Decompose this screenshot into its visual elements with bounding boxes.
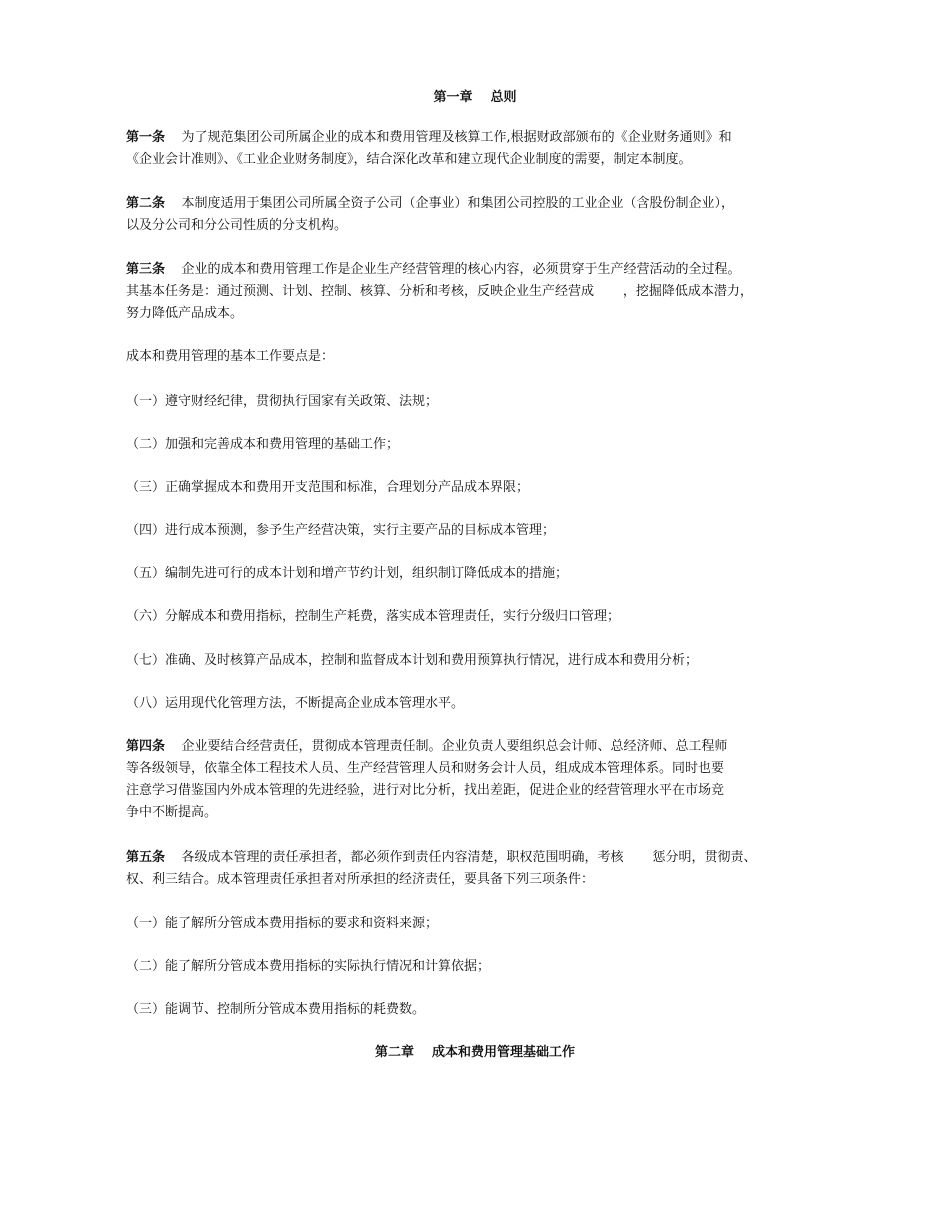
article-4-line-4: 争中不断提高。 xyxy=(126,805,218,820)
key-point-item: （二）加强和完善成本和费用管理的基础工作； xyxy=(126,437,400,452)
key-point-item: （五）编制先进可行的成本计划和增产节约计划，组织制订降低成本的措施； xyxy=(126,566,569,581)
article-5-text-1: 各级成本管理的责任承担者，都必须作到责任内容清楚，职权范围明确，考核 惩分明，贯彻责、 xyxy=(165,850,757,865)
key-point-item: （三）正确掌握成本和费用开支范围和标准，合理划分产品成本界限； xyxy=(126,480,530,495)
article-2-label: 第二条 xyxy=(126,196,166,211)
article-3 xyxy=(126,259,753,325)
key-points-intro: 成本和费用管理的基本工作要点是： xyxy=(126,349,335,364)
article-2-line-1 xyxy=(126,193,734,215)
article-4 xyxy=(126,736,728,824)
article-5-line-2: 权、利三结合。成本管理责任承担者对所承担的经济责任，要具备下列三项条件： xyxy=(126,872,595,887)
article-3-label: 第三条 xyxy=(126,262,166,277)
article-2-text-1: 本制度适用于集团公司所属全资子公司（企事业）和集团公司控股的工业企业（含股份制企业）， xyxy=(165,196,735,211)
article-3-line-3: 努力降低产品成本。 xyxy=(126,306,244,321)
article-4-line-2: 等各级领导，依靠全体工程技术人员、生产经营管理人员和财务会计人员，组成成本管理体系。同时也要 xyxy=(126,761,725,776)
article-5-label: 第五条 xyxy=(126,850,166,865)
key-point-item: （一）遵守财经纪律，贯彻执行国家有关政策、法规； xyxy=(126,394,439,409)
article-1-line-2: 《企业会计准则》、《工业企业财务制度》，结合深化改革和建立现代企业制度的需要，制定本制度。 xyxy=(126,152,692,167)
condition-item: （三）能调节、控制所分管成本费用指标的耗费数。 xyxy=(126,1002,426,1017)
condition-item: （二）能了解所分管成本费用指标的实际执行情况和计算依据； xyxy=(126,959,491,974)
key-point-item: （八）运用现代化管理方法，不断提高企业成本管理水平。 xyxy=(126,696,465,711)
article-2 xyxy=(126,193,734,237)
article-2-line-2: 以及分公司和分公司性质的分支机构。 xyxy=(126,218,348,233)
chapter-1-title: 第一章 总则 xyxy=(433,90,517,105)
chapter-2-title: 第二章 成本和费用管理基础工作 xyxy=(374,1045,576,1060)
article-4-text-1: 企业要结合经营责任，贯彻成本管理责任制。企业负责人要组织总会计师、总经济师、总工程师 xyxy=(165,739,728,754)
article-5 xyxy=(126,847,756,891)
article-4-label: 第四条 xyxy=(126,739,166,754)
article-3-text-1: 企业的成本和费用管理工作是企业生产经营管理的核心内容，必须贯穿于生产经营活动的全过程。 xyxy=(165,262,741,277)
article-1-label: 第一条 xyxy=(126,130,166,145)
article-3-line-1 xyxy=(126,259,753,281)
key-point-item: （七）准确、及时核算产品成本，控制和监督成本计划和费用预算执行情况，进行成本和费用分析； xyxy=(126,653,699,668)
article-5-line-1 xyxy=(126,847,756,869)
article-1 xyxy=(126,127,732,171)
article-4-line-3: 注意学习借鉴国内外成本管理的先进经验，进行对比分析，找出差距，促进企业的经营管理水平在市场竞 xyxy=(126,783,725,798)
article-3-line-2: 其基本任务是：通过预测、计划、控制、核算、分析和考核，反映企业生产经营成 ，挖掘降低成本潜力， xyxy=(126,284,753,299)
condition-item: （一）能了解所分管成本费用指标的要求和资料来源； xyxy=(126,916,439,931)
article-1-line-1 xyxy=(126,127,732,149)
key-point-item: （四）进行成本预测，参予生产经营决策，实行主要产品的目标成本管理； xyxy=(126,523,556,538)
article-1-text-1: 为了规范集团公司所属企业的成本和费用管理及核算工作,根据财政部颁布的《企业财务通则》和 xyxy=(165,130,732,145)
key-point-item: （六）分解成本和费用指标，控制生产耗费，落实成本管理责任，实行分级归口管理； xyxy=(126,609,621,624)
article-4-line-1 xyxy=(126,736,728,758)
